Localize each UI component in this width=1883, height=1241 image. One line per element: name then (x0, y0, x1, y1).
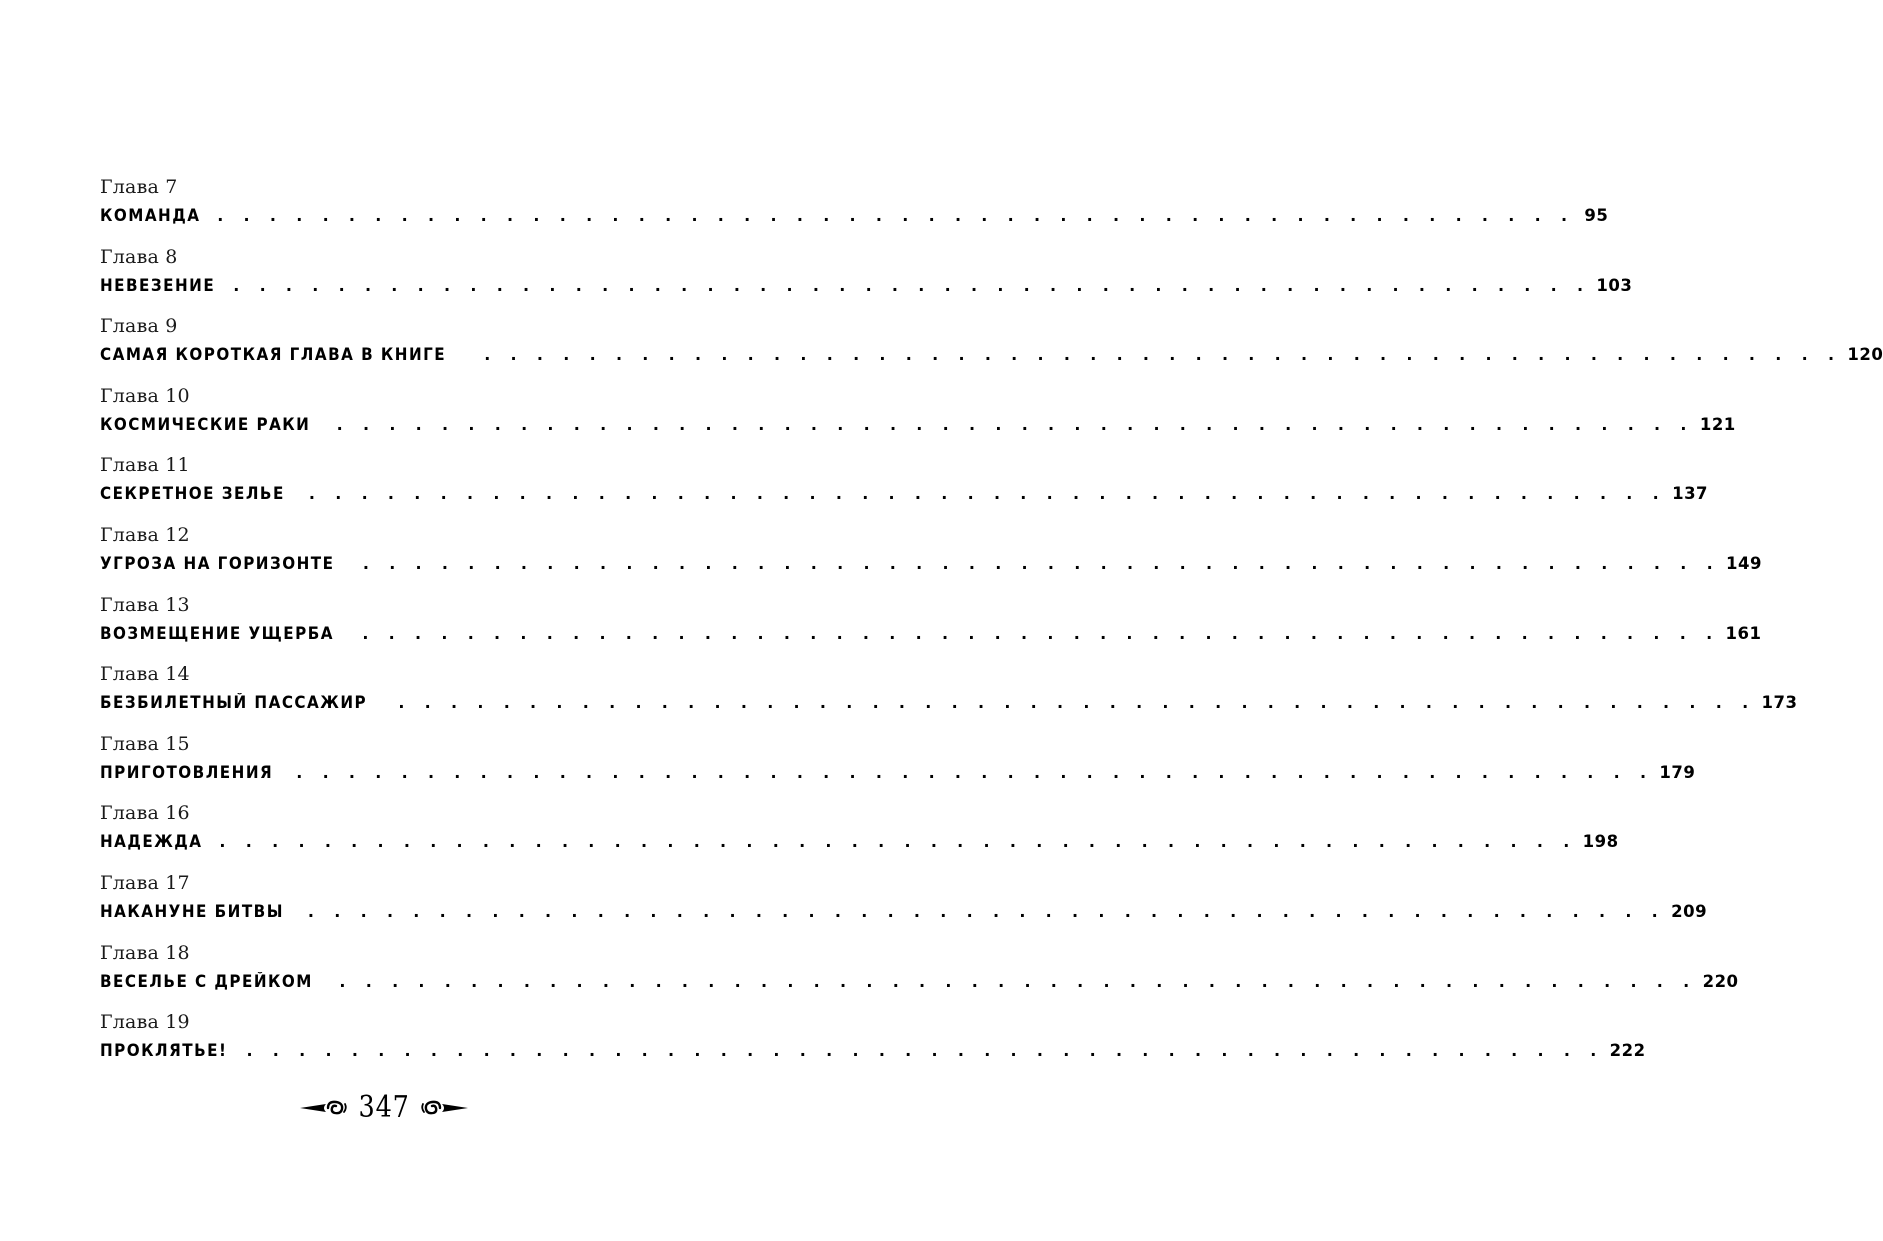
chapter-title-line (100, 759, 1696, 787)
chapter-title: УГРОЗА НА ГОРИЗОНТЕ (100, 553, 335, 573)
toc-entry[interactable] (100, 661, 1798, 731)
chapter-title-line (100, 341, 1883, 369)
chapter-title: СЕКРЕТНОЕ ЗЕЛЬЕ (100, 484, 285, 504)
dot-leader: . . . . . . . . . . . . . . . . . . . . . . . . . . . . . . . . . . . . . . . . . . . . . . . . . . . . (219, 832, 1577, 852)
page-number: 220 (1702, 971, 1739, 991)
dot-leader: . . . . . . . . . . . . . . . . . . . . . . . . . . . . . . . . . . . . . . . . . . . . . . . . . . . . (296, 762, 1654, 782)
page-number: 103 (1596, 275, 1633, 295)
chapter-label: Глава 8 (100, 245, 178, 268)
dot-leader: . . . . . . . . . . . . . . . . . . . . . . . . . . . . . . . . . . . . . . . . . . . . . . . . . . . . (362, 623, 1720, 643)
page-number: 121 (1699, 414, 1736, 434)
toc-entry[interactable] (100, 244, 1633, 314)
toc-entry[interactable] (100, 870, 1708, 940)
toc-entry[interactable] (100, 940, 1739, 1010)
chapter-label: Глава 9 (100, 315, 178, 338)
chapter-label: Глава 7 (100, 176, 178, 198)
chapter-title: БЕЗБИЛЕТНЫЙ ПАССАЖИР (100, 693, 368, 713)
chapter-label: Глава 10 (100, 384, 190, 407)
page-number: 149 (1726, 553, 1762, 573)
chapter-title: ПРИГОТОВЛЕНИЯ (100, 762, 274, 782)
chapter-title: НАДЕЖДА (100, 832, 203, 852)
table-of-contents (100, 174, 1883, 1079)
chapter-title-line (100, 620, 1762, 648)
chapter-title: НАКАНУНЕ БИТВЫ (100, 901, 284, 921)
chapter-title: КОСМИЧЕСКИЕ РАКИ (100, 414, 311, 434)
chapter-label: Глава 18 (100, 941, 190, 964)
chapter-label: Глава 19 (100, 1011, 190, 1034)
page-number: 198 (1582, 832, 1619, 852)
chapter-title-line (100, 898, 1708, 926)
chapter-title-line (100, 272, 1633, 300)
page-number-folio: 347 (358, 1090, 410, 1125)
chapter-label: Глава 17 (100, 871, 190, 894)
chapter-title: НЕВЕЗЕНИЕ (100, 275, 216, 295)
dot-leader: . . . . . . . . . . . . . . . . . . . . . . . . . . . . . . . . . . . . . . . . . . . . . . . . . . . . (307, 901, 1666, 921)
dot-leader: . . . . . . . . . . . . . . . . . . . . . . . . . . . . . . . . . . . . . . . . . . . . . . . . . . . . (336, 414, 1694, 434)
chapter-title-line (100, 202, 1609, 230)
chapter-label: Глава 11 (100, 454, 190, 477)
toc-entry[interactable] (100, 383, 1736, 453)
toc-entry[interactable] (100, 174, 1609, 244)
chapter-title: КОМАНДА (100, 206, 201, 225)
page-folio (0, 1088, 768, 1128)
chapter-title-line (100, 550, 1762, 578)
left-swirl-ornament-icon (300, 1098, 348, 1118)
page-number: 161 (1725, 623, 1762, 643)
chapter-label: Глава 15 (100, 732, 190, 755)
dot-leader: . . . . . . . . . . . . . . . . . . . . . . . . . . . . . . . . . . . . . . . . . . . . . . . . . . . . (217, 206, 1575, 225)
chapter-title-line (100, 968, 1739, 996)
dot-leader: . . . . . . . . . . . . . . . . . . . . . . . . . . . . . . . . . . . . . . . . . . . . . . . . . . . . (362, 553, 1721, 573)
toc-entry[interactable] (100, 1009, 1646, 1079)
chapter-title-line (100, 480, 1709, 508)
page-number: 137 (1672, 484, 1709, 504)
chapter-label: Глава 13 (100, 593, 190, 616)
chapter-title-line (100, 828, 1619, 856)
page-number: 95 (1584, 206, 1609, 225)
chapter-label: Глава 16 (100, 802, 190, 825)
page-number: 222 (1609, 1041, 1646, 1061)
dot-leader: . . . . . . . . . . . . . . . . . . . . . . . . . . . . . . . . . . . . . . . . . . . . . . . . . . . . (233, 275, 1591, 295)
right-swirl-ornament-icon (420, 1098, 468, 1118)
page-number: 120 (1847, 345, 1883, 365)
chapter-title: ВОЗМЕЩЕНИЕ УЩЕРБА (100, 623, 334, 643)
chapter-title: ПРОКЛЯТЬЕ! (100, 1041, 228, 1061)
chapter-title-line (100, 689, 1798, 717)
dot-leader: . . . . . . . . . . . . . . . . . . . . . . . . . . . . . . . . . . . . . . . . . . . . . . . . . . . . (308, 484, 1667, 504)
page-number: 179 (1659, 762, 1696, 782)
toc-entry[interactable] (100, 731, 1696, 801)
chapter-label: Глава 14 (100, 663, 190, 686)
chapter-title: ВЕСЕЛЬЕ С ДРЕЙКОМ (100, 971, 313, 991)
toc-entry[interactable] (100, 800, 1619, 870)
toc-entry[interactable] (100, 592, 1762, 662)
toc-entry[interactable] (100, 522, 1762, 592)
dot-leader: . . . . . . . . . . . . . . . . . . . . . . . . . . . . . . . . . . . . . . . . . . . . . . . . . . . . (246, 1041, 1604, 1061)
dot-leader: . . . . . . . . . . . . . . . . . . . . . . . . . . . . . . . . . . . . . . . . . . . . . . . . . . . . (484, 345, 1842, 365)
page-number: 173 (1761, 693, 1798, 713)
dot-leader: . . . . . . . . . . . . . . . . . . . . . . . . . . . . . . . . . . . . . . . . . . . . . . . . . . . . (339, 971, 1697, 991)
page-number: 209 (1671, 901, 1708, 921)
toc-entry[interactable] (100, 313, 1883, 383)
dot-leader: . . . . . . . . . . . . . . . . . . . . . . . . . . . . . . . . . . . . . . . . . . . . . . . . . . . . (398, 693, 1756, 713)
chapter-title: САМАЯ КОРОТКАЯ ГЛАВА В КНИГЕ (100, 345, 447, 365)
chapter-label: Глава 12 (100, 523, 190, 546)
toc-entry[interactable] (100, 452, 1709, 522)
chapter-title-line (100, 411, 1736, 439)
chapter-title-line (100, 1037, 1646, 1065)
